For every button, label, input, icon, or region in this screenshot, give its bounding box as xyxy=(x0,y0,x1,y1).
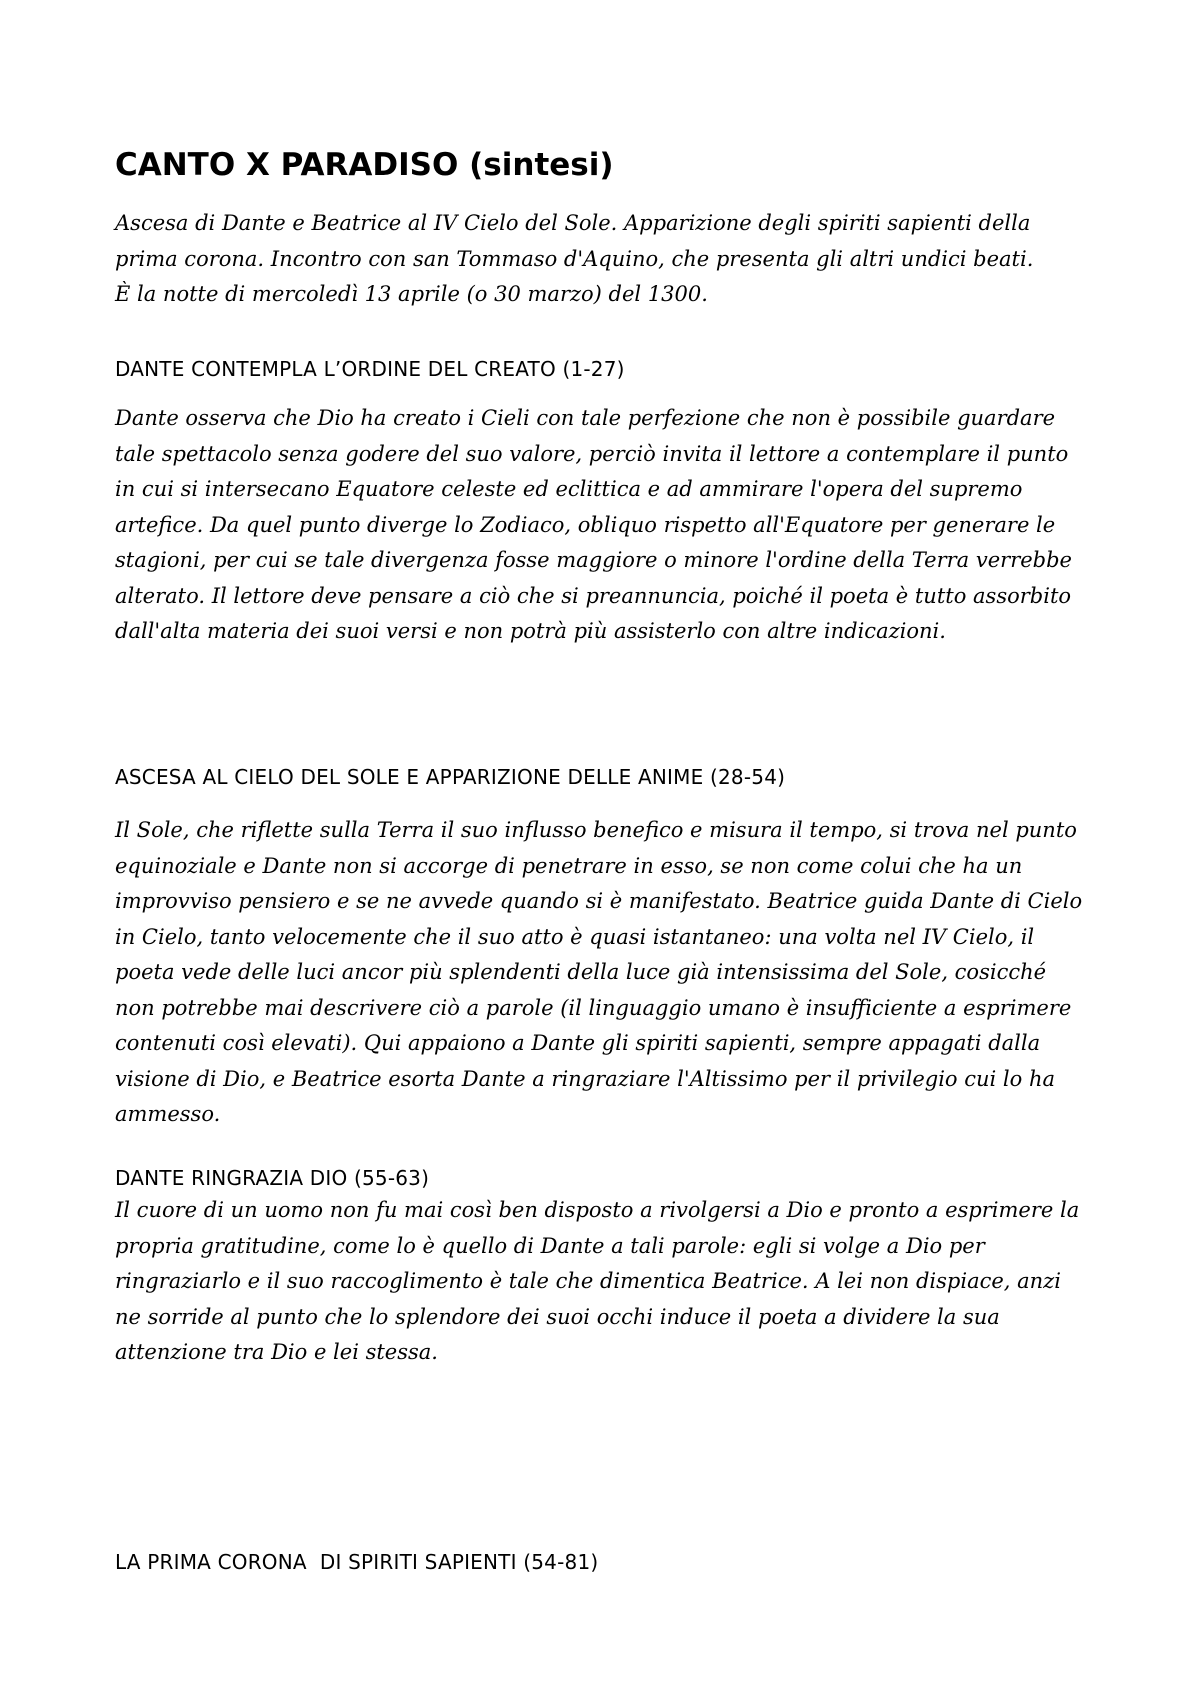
body-line: equinoziale e Dante non si accorge di penetrare in esso, se non come colui che ha un xyxy=(115,853,1023,878)
section-body-ascesa xyxy=(115,813,1105,1133)
body-line: stagioni, per cui se tale divergenza fosse maggiore o minore l'ordine della Terra verrebbe xyxy=(115,548,1072,572)
document-title: CANTO X PARADISO (sintesi) xyxy=(115,147,614,183)
section-heading-creato: DANTE CONTEMPLA L’ORDINE DEL CREATO (1-27) xyxy=(115,357,625,381)
intro-line: È la notte di mercoledì 13 aprile (o 30 marzo) del 1300. xyxy=(115,282,708,306)
body-line: in cui si intersecano Equatore celeste ed eclittica e ad ammirare l'opera del supremo xyxy=(115,477,1023,501)
body-line: dall'alta materia dei suoi versi e non potrà più assisterlo con altre indicazioni. xyxy=(115,619,946,643)
section-heading-prima-corona: LA PRIMA CORONA DI SPIRITI SAPIENTI (54-81) xyxy=(115,1550,599,1574)
intro-line: Ascesa di Dante e Beatrice al IV Cielo del Sole. Apparizione degli spiriti sapienti della xyxy=(115,211,1031,235)
intro-paragraph xyxy=(115,206,1105,313)
body-line: in Cielo, tanto velocemente che il suo atto è quasi istantaneo: una volta nel IV Cielo, il xyxy=(115,924,1035,949)
body-line: attenzione tra Dio e lei stessa. xyxy=(115,1340,438,1364)
body-line: alterato. Il lettore deve pensare a ciò che si preannuncia, poiché il poeta è tutto assorbito xyxy=(115,583,1072,608)
body-line: artefice. Da quel punto diverge lo Zodiaco, obliquo rispetto all'Equatore per generare le xyxy=(115,512,1056,537)
section-heading-ascesa: ASCESA AL CIELO DEL SOLE E APPARIZIONE DELLE ANIME (28-54) xyxy=(115,765,786,789)
section-body-creato xyxy=(115,401,1105,650)
body-line: visione di Dio, e Beatrice esorta Dante a ringraziare l'Altissimo per il privilegio cui lo ha xyxy=(115,1066,1056,1091)
body-line: non potrebbe mai descrivere ciò a parole (il linguaggio umano è insufficiente a esprimere xyxy=(115,995,1072,1020)
body-line: poeta vede delle luci ancor più splendenti della luce già intensissima del Sole, cosicché xyxy=(115,960,1047,984)
body-line: Il cuore di un uomo non fu mai così ben disposto a rivolgersi a Dio e pronto a esprimere la xyxy=(115,1198,1080,1222)
body-line: Il Sole, che riflette sulla Terra il suo influsso benefico e misura il tempo, si trova nel punto xyxy=(115,818,1077,842)
intro-line: prima corona. Incontro con san Tommaso d'Aquino, che presenta gli altri undici beati. xyxy=(115,246,1034,271)
body-line: ringraziarlo e il suo raccoglimento è tale che dimentica Beatrice. A lei non dispiace, anzi xyxy=(115,1269,1061,1293)
body-line: propria gratitudine, come lo è quello di Dante a tali parole: egli si volge a Dio per xyxy=(115,1233,985,1258)
body-line: improvviso pensiero e se ne avvede quando si è manifestato. Beatrice guida Dante di Cielo xyxy=(115,889,1083,913)
section-body-ringrazia xyxy=(115,1193,1105,1371)
body-line: contenuti così elevati). Qui appaiono a Dante gli spiriti sapienti, sempre appagati dalla xyxy=(115,1031,1041,1055)
body-line: Dante osserva che Dio ha creato i Cieli con tale perfezione che non è possibile guardare xyxy=(115,406,1056,430)
body-line: ammesso. xyxy=(115,1102,221,1126)
section-heading-ringrazia: DANTE RINGRAZIA DIO (55-63) xyxy=(115,1166,430,1190)
body-line: tale spettacolo senza godere del suo valore, perciò invita il lettore a contemplare il punto xyxy=(115,441,1069,466)
body-line: ne sorride al punto che lo splendore dei suoi occhi induce il poeta a dividere la sua xyxy=(115,1304,1000,1329)
